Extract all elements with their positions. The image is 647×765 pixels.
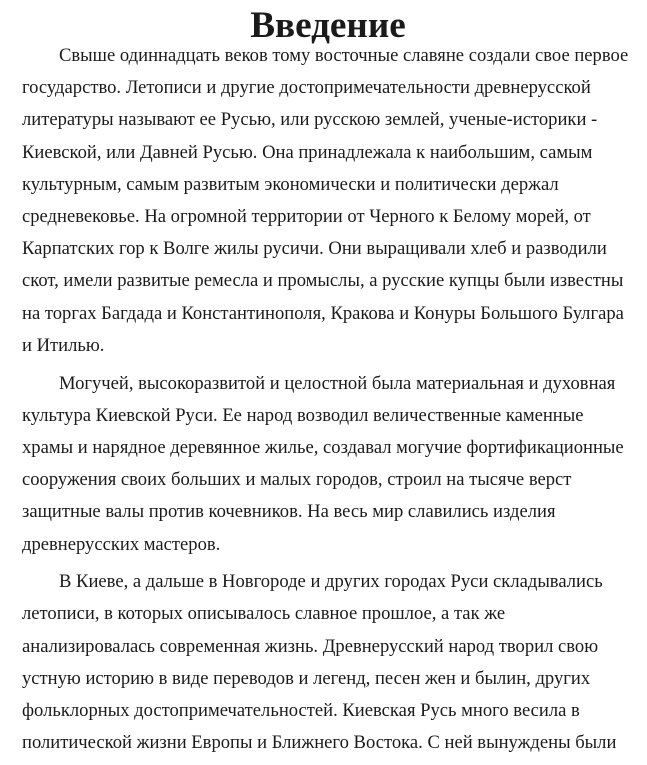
paragraph-line: литературы называют ее Русью, или русскою землей, ученые-историки - (22, 109, 598, 131)
paragraph-1 (22, 40, 634, 362)
paragraph-line: анализировалась современная жизнь. Древнерусский народ творил свою (22, 635, 599, 657)
paragraph-line: Карпатских гор к Волге жилы русичи. Они выращивали хлеб и разводили (22, 238, 607, 260)
paragraph-line: Киевской, или Давней Русью. Она принадлежала к наибольшим, самым (22, 141, 593, 163)
paragraph-line: фольклорных достопримечательностей. Киевская Русь много весила в (22, 700, 580, 722)
paragraph-line: и Итилью. (22, 334, 105, 356)
paragraph-line: древнерусских мастеров. (22, 533, 221, 555)
paragraph-line: летописи, в которых описывалось славное прошлое, а так же (22, 603, 506, 625)
paragraph-line: защитные валы против кочевников. На весь мир славились изделия (22, 501, 556, 523)
paragraph-2 (22, 368, 634, 561)
paragraph-line: государство. Летописи и другие достопримечательности древнерусской (22, 77, 591, 99)
paragraph-line: культура Киевской Руси. Ее народ возводил величественные каменные (22, 404, 584, 426)
paragraph-3 (22, 566, 634, 759)
document-title: Введение (250, 5, 406, 46)
paragraph-line: устную историю в виде переводов и легенд, песен жен и былин, других (22, 667, 591, 689)
paragraph-line: средневековье. На огромной территории от Черного к Белому морей, от (22, 206, 591, 228)
paragraph-line: В Киеве, а дальше в Новгороде и других городах Руси складывались (59, 571, 603, 593)
paragraph-line: культурным, самым развитым экономически и политически держал (22, 173, 559, 195)
paragraph-line: на торгах Багдада и Константинополя, Кракова и Конуры Большого Булгара (22, 302, 624, 324)
paragraph-line: сооружения своих больших и малых городов, строил на тысяче верст (22, 469, 572, 491)
paragraph-line: храмы и нарядное деревянное жилье, создавал могучие фортификационные (22, 436, 624, 458)
paragraph-line: Могучей, высокоразвитой и целостной была материальная и духовная (59, 372, 616, 394)
paragraph-line: скот, имели развитые ремесла и промыслы, а русские купцы были известны (22, 270, 624, 292)
paragraph-line: политической жизни Европы и Ближнего Востока. С ней вынуждены были (22, 732, 617, 754)
document-page (22, 5, 634, 765)
paragraph-line: Свыше одиннадцать веков тому восточные славяне создали свое первое (59, 45, 629, 66)
